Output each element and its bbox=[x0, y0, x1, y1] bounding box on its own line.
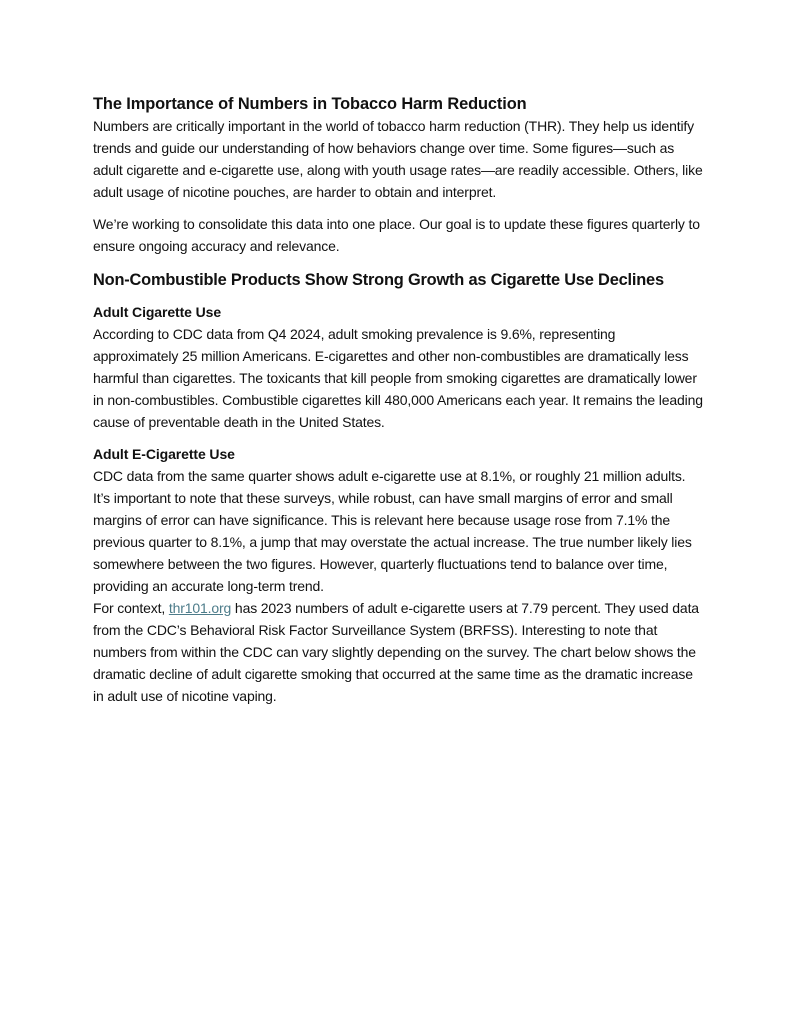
importance-paragraph-1: Numbers are critically important in the world of tobacco harm reduction (THR). They help us identify trends and guide our understanding of how behaviors change over time. Some figures—such as adult cigarette and e-cigarette use, along with youth usage rates—are readily accessible. Others, like adult usage of nicotine pouches, are harder to obtain and interpret. bbox=[93, 118, 703, 200]
thr101-link[interactable]: thr101.org bbox=[168, 600, 232, 616]
adult-ecig-paragraph-2 bbox=[93, 597, 703, 707]
spacer bbox=[93, 257, 703, 269]
context-suffix: has 2023 numbers of adult e-cigarette users at 7.79 percent. They used data from the CDC’s Behavioral Risk Factor Surveillance System (BRFSS). Interesting to note that numbers from within the CDC can vary slightly depending on the survey. The chart below shows the dramatic decline of adult cigarette smoking that occurred at the same time as the dramatic increase in adult use of nicotine vaping. bbox=[93, 600, 699, 704]
document-page bbox=[93, 93, 703, 707]
adult-ecig-paragraph-1: CDC data from the same quarter shows adult e-cigarette use at 8.1%, or roughly 21 million adults. It’s important to note that these surveys, while robust, can have small margins of error and small margins of error can have significance. This is relevant here because usage rose from 7.1% the previous quarter to 8.1%, a jump that may overstate the actual increase. The true number likely lies somewhere between the two figures. However, quarterly fluctuations tend to balance over time, providing an accurate long-term trend. bbox=[93, 468, 692, 594]
adult-cigarette-paragraph: According to CDC data from Q4 2024, adult smoking prevalence is 9.6%, representing approximately 25 million Americans. E-cigarettes and other non-combustibles are dramatically less harmful than cigarettes. The toxicants that kill people from smoking cigarettes are dramatically lower in non-combustibles. Combustible cigarettes kill 480,000 Americans each year. It remains the leading cause of preventable death in the United States. bbox=[93, 326, 703, 430]
context-prefix: For context, bbox=[93, 600, 169, 616]
spacer bbox=[93, 203, 703, 213]
importance-heading: The Importance of Numbers in Tobacco Harm Reduction bbox=[93, 95, 527, 113]
spacer bbox=[93, 291, 703, 301]
importance-paragraph-2: We’re working to consolidate this data into one place. Our goal is to update these figures quarterly to ensure ongoing accuracy and relevance. bbox=[93, 216, 700, 254]
spacer bbox=[93, 433, 703, 443]
adult-cigarette-subheading: Adult Cigarette Use bbox=[93, 304, 222, 320]
adult-ecig-subheading: Adult E-Cigarette Use bbox=[93, 446, 235, 462]
growth-heading: Non-Combustible Products Show Strong Growth as Cigarette Use Declines bbox=[93, 271, 664, 289]
